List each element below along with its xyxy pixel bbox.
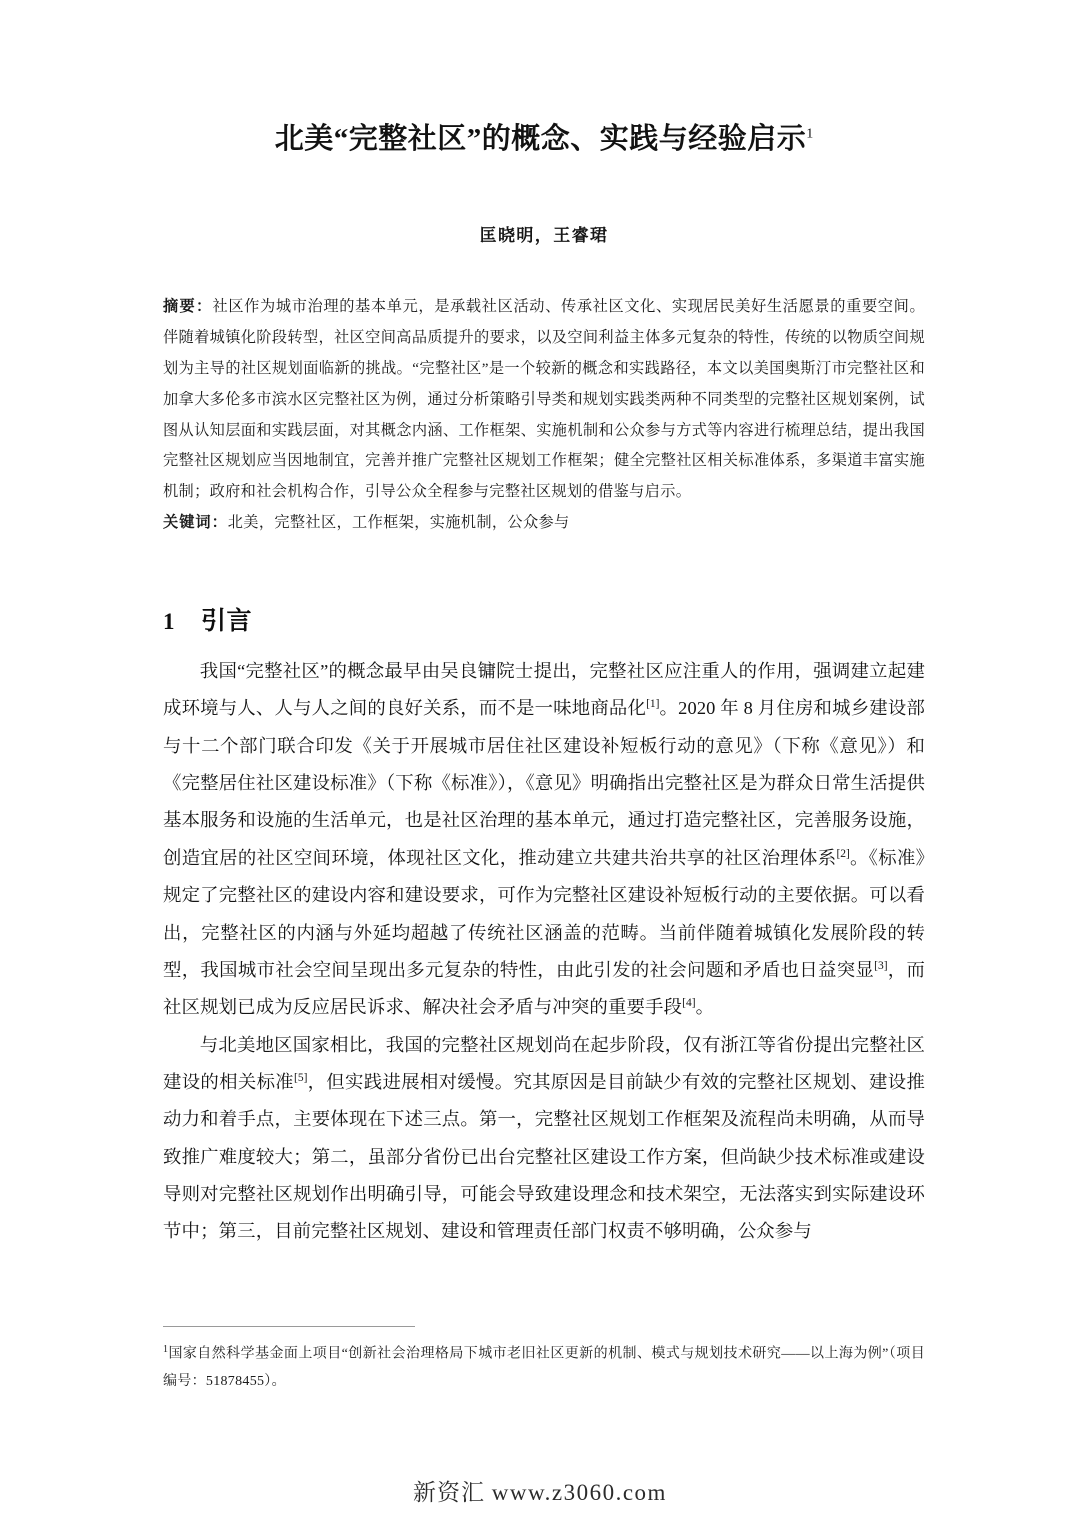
citation-ref[interactable]: [2] [836, 847, 850, 860]
watermark-url: www.z3060.com [491, 1480, 667, 1505]
keywords-label: 关键词： [163, 514, 228, 532]
footnote-area [163, 1326, 925, 1395]
footnote-marker: 1 [163, 1344, 169, 1355]
watermark-brand: 新资汇 [413, 1480, 486, 1505]
paragraph-text-run: 我国“完整社区”的概念最早由吴良镛院士提出，完整社区应注重人的作用，强调建立起建成环境与人、人与人之间的良好关系，而不是一味地商品化 [163, 661, 925, 719]
keywords-paragraph [163, 508, 925, 539]
paragraph-text-run: 与北美地区国家相比，我国的完整社区规划尚在起步阶段，仅有浙江等省份提出完整社区建设的相关标准 [163, 1034, 925, 1092]
author-list: 匡晓明，王睿珺 [479, 226, 609, 246]
paragraph-1 [163, 653, 925, 1027]
section-number: 1 [163, 609, 175, 635]
keywords-text: 北美，完整社区，工作框架，实施机制，公众参与 [227, 514, 570, 532]
page-content [163, 0, 925, 1251]
paragraph-text-run: ，而社区规划已成为反应居民诉求、解决社会矛盾与冲突的重要手段 [163, 959, 925, 1018]
citation-ref[interactable]: [4] [682, 997, 696, 1010]
abstract-paragraph [163, 292, 925, 508]
section-heading-1 [163, 539, 925, 637]
abstract-label: 摘要： [163, 298, 213, 316]
abstract-block [163, 246, 925, 539]
paragraph-text-run: 。2020 年 8 月住房和城乡建设部与十二个部门联合印发《关于开展城市居住社区建设补短板行动的意见》（下称《意见》）和《完整居住社区建设标准》（下称《标准》），《意见》明确指出完整社区是为群众日常生活提供基本服务和设施的生活单元，也是社区治理的基本单元，通过打造完整社区，完善服务设施，创造宜居的社区空间环境，体现社区文化，推动建立共建共治共享的社区治理体系 [163, 698, 925, 868]
footnote-text: 国家自然科学基金面上项目“创新社会治理格局下城市老旧社区更新的机制、模式与规划技术研究——以上海为例”（项目编号：51878455）。 [163, 1346, 925, 1389]
paragraph-text-run: ，但实践进展相对缓慢。究其原因是目前缺少有效的完整社区规划、建设推动力和着手点，主要体现在下述三点。第一，完整社区规划工作框架及流程尚未明确，从而导致推广难度较大；第二，虽部分省份已出台完整社区建设工作方案，但尚缺少技术标准或建设导则对完整社区规划作出明确引导，可能会导致建设理念和技术架空，无法落实到实际建设环节中；第三，目前完整社区规划、建设和管理责任部门权责不够明确，公众参与 [163, 1071, 925, 1242]
footnote-entry [163, 1340, 925, 1395]
body-text [163, 637, 925, 1251]
watermark [0, 1474, 1080, 1507]
abstract-text: 社区作为城市治理的基本单元，是承载社区活动、传承社区文化、实现居民美好生活愿景的重要空间。伴随着城镇化阶段转型，社区空间高品质提升的要求，以及空间利益主体多元复杂的特性，传统的以物质空间规划为主导的社区规划面临新的挑战。“完整社区”是一个较新的概念和实践路径，本文以美国奥斯汀市完整社区和加拿大多伦多市滨水区完整社区为例，通过分析策略引导类和规划实践类两种不同类型的完整社区规划案例，试图从认知层面和实践层面，对其概念内涵、工作框架、实施机制和公众参与方式等内容进行梳理总结，提出我国完整社区规划应当因地制宜，完善并推广完整社区规划工作框架；健全完整社区相关标准体系，多渠道丰富实施机制；政府和社会机构合作，引导公众全程参与完整社区规划的借鉴与启示。 [163, 298, 926, 501]
title-footnote-marker: 1 [806, 126, 814, 142]
paragraph-text-run: 。《标准》规定了完整社区的建设内容和建设要求，可作为完整社区建设补短板行动的主要依据。可以看出，完整社区的内涵与外延均超越了传统社区涵盖的范畴。当前伴随着城镇化发展阶段的转型，我国城市社会空间呈现出多元复杂的特性，由此引发的社会问题和矛盾也日益突显 [163, 847, 925, 980]
paragraph-2 [163, 1027, 925, 1251]
page-title [163, 0, 925, 159]
section-title: 引言 [201, 607, 253, 636]
citation-ref[interactable]: [5] [294, 1071, 308, 1084]
citation-ref[interactable]: [1] [646, 698, 660, 711]
page-title-text: 北美“完整社区”的概念、实践与经验启示 [274, 123, 807, 155]
footnote-separator [163, 1326, 415, 1327]
paragraph-text-run: 。 [695, 997, 715, 1018]
citation-ref[interactable]: [3] [874, 959, 888, 972]
